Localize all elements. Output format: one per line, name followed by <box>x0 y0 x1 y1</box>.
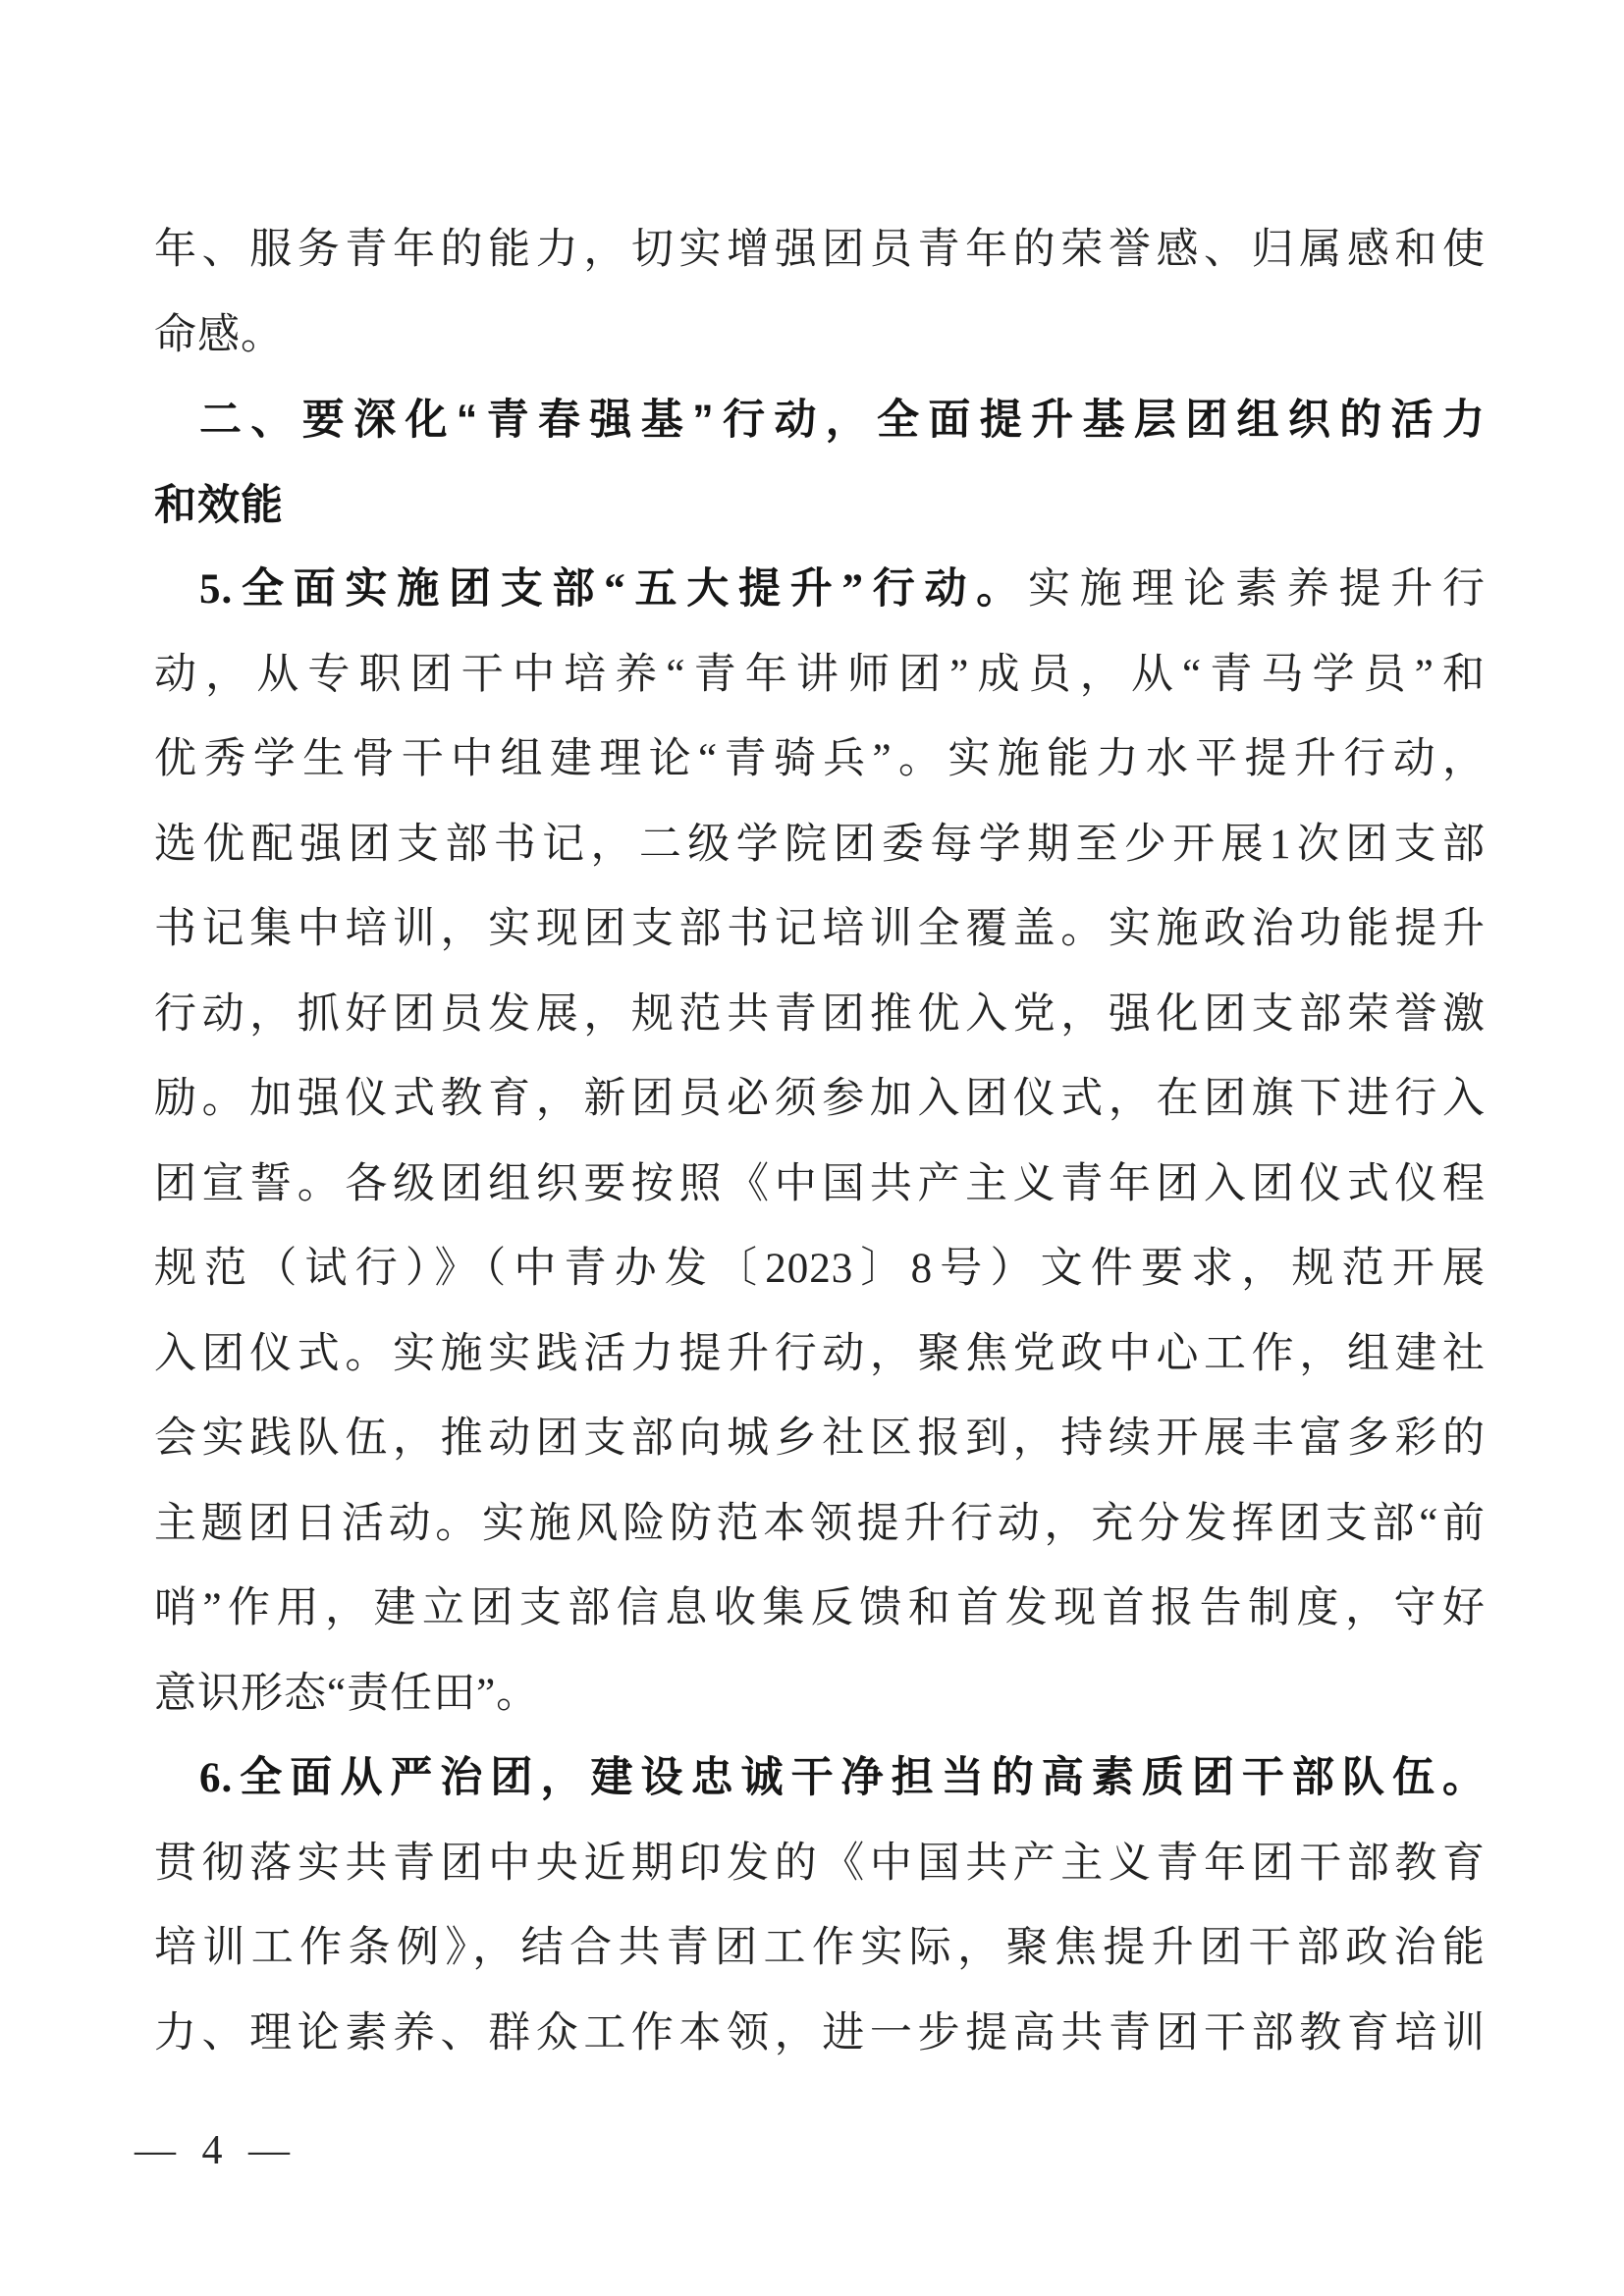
body-line: 贯彻落实共青团中央近期印发的《中国共产主义青年团干部教育 <box>154 1840 1486 1887</box>
section-heading-line-2: 和效能 <box>154 481 284 529</box>
body-line: 团宣誓。各级团组织要按照《中国共产主义青年团入团仪式仪程 <box>154 1160 1486 1207</box>
section-heading-line-1: 二、要深化“青春强基”行动，全面提升基层团组织的活力 <box>199 397 1486 444</box>
body-line: 主题团日活动。实施风险防范本领提升行动，充分发挥团支部“前 <box>154 1500 1486 1547</box>
body-line: 会实践队伍，推动团支部向城乡社区报到，持续开展丰富多彩的 <box>154 1415 1486 1462</box>
item-5-bold-lead: 5.全面实施团支部“五大提升”行动。 <box>199 566 1028 613</box>
item-5-first-line <box>154 548 1486 633</box>
body-line: 培训工作条例》，结合共青团工作实际，聚焦提升团干部政治能 <box>154 1925 1486 1971</box>
paragraph-continuation-line: 年、服务青年的能力，切实增强团员青年的荣誉感、归属感和使 <box>154 227 1486 273</box>
body-line: 励。加强仪式教育，新团员必须参加入团仪式，在团旗下进行入 <box>154 1076 1486 1122</box>
item-5-body-start: 实施理论素养提升行 <box>1028 566 1486 613</box>
body-line: 哨”作用，建立团支部信息收集反馈和首发现首报告制度，守好 <box>154 1585 1486 1631</box>
paragraph-end-line: 意识形态“责任田”。 <box>154 1670 540 1717</box>
body-line: 力、理论素养、群众工作本领，进一步提高共青团干部教育培训 <box>154 2009 1486 2056</box>
paragraph-end-line: 命感。 <box>154 311 284 358</box>
body-line: 规范（试行）》（中青办发〔2023〕8号）文件要求，规范开展 <box>154 1246 1486 1292</box>
body-line: 动，从专职团干中培养“青年讲师团”成员，从“青马学员”和 <box>154 651 1486 698</box>
body-line: 书记集中培训，实现团支部书记培训全覆盖。实施政治功能提升 <box>154 906 1486 952</box>
body-line: 选优配强团支部书记，二级学院团委每学期至少开展1次团支部 <box>154 821 1486 868</box>
body-line: 入团仪式。实施实践活力提升行动，聚焦党政中心工作，组建社 <box>154 1330 1486 1377</box>
body-line: 行动，抓好团员发展，规范共青团推优入党，强化团支部荣誉激 <box>154 990 1486 1038</box>
item-6-bold-lead-line: 6.全面从严治团，建设忠诚干净担当的高素质团干部队伍。 <box>199 1755 1486 1801</box>
document-text-block <box>154 208 1486 2076</box>
body-line: 优秀学生骨干中组建理论“青骑兵”。实施能力水平提升行动， <box>154 736 1486 782</box>
page-number: — 4 — <box>135 2128 298 2173</box>
